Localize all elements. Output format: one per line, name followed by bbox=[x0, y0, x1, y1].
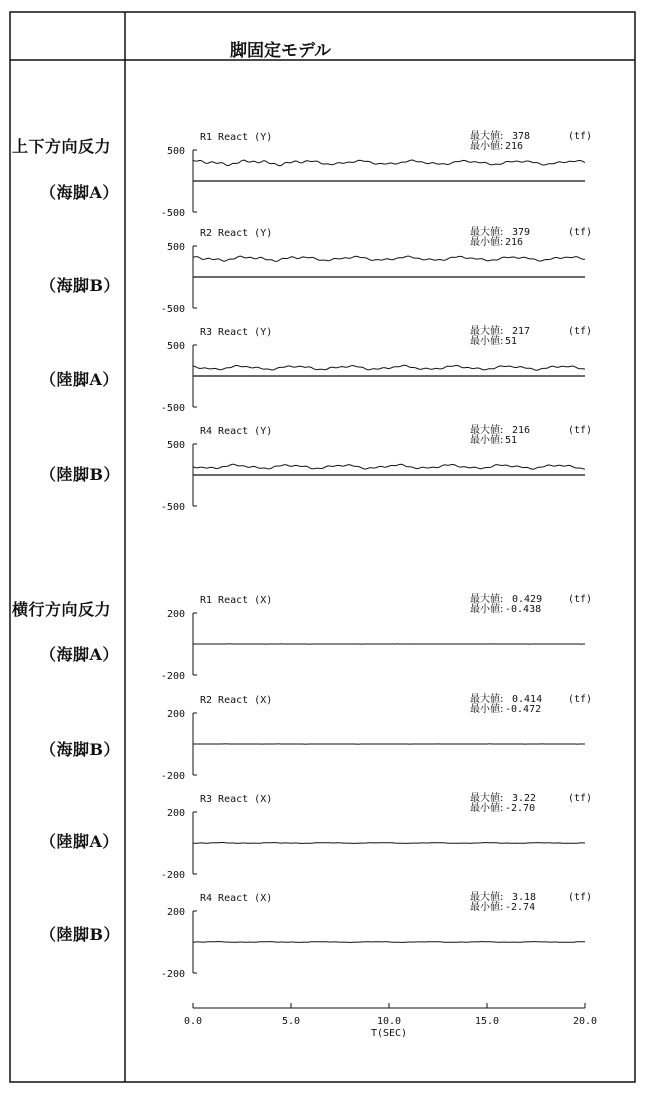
min-value: -0.438 bbox=[505, 604, 542, 615]
max-label: 最大値: bbox=[470, 131, 504, 142]
series-line bbox=[193, 942, 585, 943]
max-value: 216 bbox=[512, 425, 531, 436]
series-title: R2 React (X) bbox=[200, 695, 273, 706]
y-tick-label: -500 bbox=[160, 403, 185, 414]
max-label: 最大値: bbox=[470, 326, 504, 337]
y-tick-label: -200 bbox=[160, 771, 185, 782]
max-label: 最大値: bbox=[470, 425, 504, 436]
row-label: （海脚B） bbox=[40, 740, 121, 759]
series-title: R4 React (X) bbox=[200, 893, 273, 904]
min-label: 最小値: bbox=[470, 803, 504, 814]
row-label: （陸脚A） bbox=[40, 370, 119, 389]
y-tick-label: 200 bbox=[166, 907, 185, 918]
y-tick-label: -500 bbox=[160, 304, 185, 315]
row-label: （陸脚A） bbox=[40, 832, 119, 851]
model-title: 脚固定モデル bbox=[230, 41, 332, 61]
min-label: 最小値: bbox=[470, 237, 504, 248]
row-label: （海脚A） bbox=[40, 645, 119, 664]
x-tick-label: 0.0 bbox=[183, 1016, 203, 1027]
unit-label: (tf) bbox=[568, 131, 593, 142]
series-line bbox=[193, 464, 585, 469]
x-tick-label: 20.0 bbox=[572, 1016, 598, 1027]
max-label: 最大値: bbox=[470, 227, 504, 238]
y-tick-label: -200 bbox=[160, 969, 185, 980]
unit-label: (tf) bbox=[568, 793, 593, 804]
x-tick-label: 5.0 bbox=[281, 1016, 301, 1027]
max-label: 最大値: bbox=[470, 594, 504, 605]
series-title: R4 React (Y) bbox=[200, 426, 273, 437]
unit-label: (tf) bbox=[568, 694, 593, 705]
series-line bbox=[193, 843, 585, 844]
min-value: -2.74 bbox=[505, 902, 536, 913]
x-tick-label: 15.0 bbox=[474, 1016, 500, 1027]
max-label: 最大値: bbox=[470, 694, 504, 705]
section-vertical: 上下方向反力 bbox=[12, 137, 112, 156]
min-label: 最小値: bbox=[470, 902, 504, 913]
series-line bbox=[193, 365, 585, 370]
min-label: 最小値: bbox=[470, 336, 504, 347]
min-value: 216 bbox=[505, 237, 524, 248]
series-title: R1 React (X) bbox=[200, 595, 273, 606]
series-title: R1 React (Y) bbox=[200, 132, 273, 143]
max-value: 3.22 bbox=[512, 793, 537, 804]
row-label: （陸脚B） bbox=[40, 925, 121, 944]
unit-label: (tf) bbox=[568, 425, 593, 436]
min-value: -2.70 bbox=[505, 803, 536, 814]
y-tick-label: 500 bbox=[166, 440, 185, 451]
y-tick-label: 500 bbox=[166, 341, 185, 352]
row-label: （陸脚B） bbox=[40, 465, 121, 484]
min-value: 51 bbox=[505, 336, 518, 347]
max-value: 0.429 bbox=[512, 594, 543, 605]
max-value: 0.414 bbox=[512, 694, 543, 705]
y-tick-label: 500 bbox=[166, 146, 185, 157]
min-value: -0.472 bbox=[505, 704, 542, 715]
series-title: R3 React (Y) bbox=[200, 327, 273, 338]
min-label: 最小値: bbox=[470, 141, 504, 152]
y-tick-label: 200 bbox=[166, 808, 185, 819]
min-label: 最小値: bbox=[470, 704, 504, 715]
max-value: 379 bbox=[512, 227, 531, 238]
unit-label: (tf) bbox=[568, 326, 593, 337]
series-line bbox=[193, 160, 585, 166]
max-value: 3.18 bbox=[512, 892, 537, 903]
max-value: 378 bbox=[512, 131, 531, 142]
unit-label: (tf) bbox=[568, 892, 593, 903]
max-value: 217 bbox=[512, 326, 531, 337]
y-tick-label: -500 bbox=[160, 502, 185, 513]
y-tick-label: -200 bbox=[160, 870, 185, 881]
series-title: R3 React (X) bbox=[200, 794, 273, 805]
min-value: 51 bbox=[505, 435, 518, 446]
unit-label: (tf) bbox=[568, 227, 593, 238]
row-label: （海脚B） bbox=[40, 276, 121, 295]
min-label: 最小値: bbox=[470, 435, 504, 446]
y-tick-label: 200 bbox=[166, 609, 185, 620]
section-lateral: 横行方向反力 bbox=[12, 600, 112, 619]
series-title: R2 React (Y) bbox=[200, 228, 273, 239]
y-tick-label: 200 bbox=[166, 709, 185, 720]
max-label: 最大値: bbox=[470, 892, 504, 903]
min-label: 最小値: bbox=[470, 604, 504, 615]
series-line bbox=[193, 256, 585, 261]
min-value: 216 bbox=[505, 141, 524, 152]
unit-label: (tf) bbox=[568, 594, 593, 605]
y-tick-label: 500 bbox=[166, 242, 185, 253]
y-tick-label: -200 bbox=[160, 671, 185, 682]
max-label: 最大値: bbox=[470, 793, 504, 804]
y-tick-label: -500 bbox=[160, 208, 185, 219]
x-tick-label: 10.0 bbox=[376, 1016, 402, 1027]
row-label: （海脚A） bbox=[40, 183, 119, 202]
x-axis-label: T(SEC) bbox=[370, 1028, 408, 1039]
